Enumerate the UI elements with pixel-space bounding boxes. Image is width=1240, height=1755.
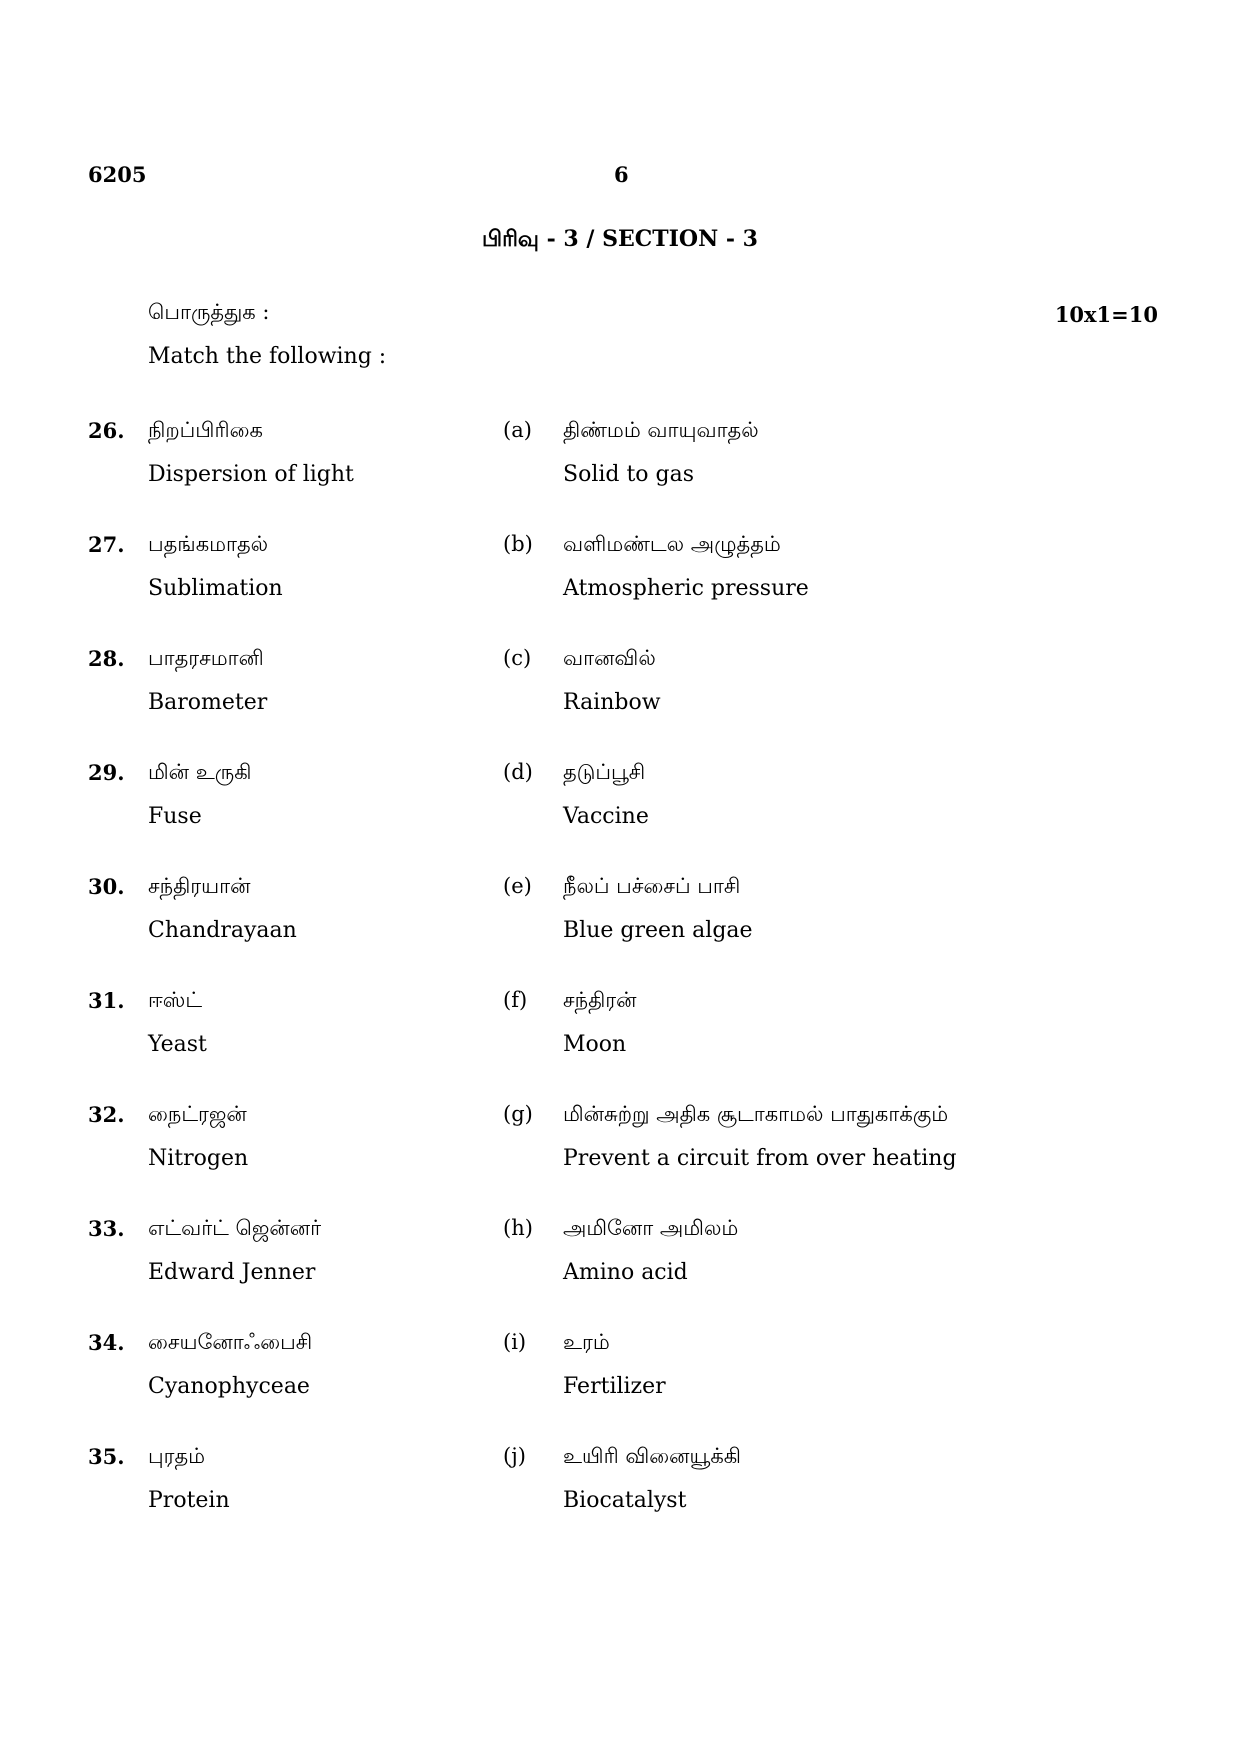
question-number: 31.	[88, 988, 125, 1013]
question-number: 29.	[88, 760, 125, 785]
left-term-tamil: சந்திரயான்	[148, 874, 251, 898]
question-number: 28.	[88, 646, 125, 671]
question-number: 33.	[88, 1216, 125, 1241]
right-term-tamil: வானவில்	[563, 646, 656, 670]
left-term-english: Protein	[148, 1488, 230, 1513]
right-term-english: Amino acid	[563, 1260, 688, 1285]
option-letter: (c)	[503, 646, 532, 670]
left-term-english: Cyanophyceae	[148, 1374, 310, 1399]
right-term-tamil: நீலப் பச்சைப் பாசி	[563, 874, 741, 898]
right-term-english: Solid to gas	[563, 462, 695, 487]
question-row	[0, 532, 1240, 642]
right-term-english: Atmospheric pressure	[563, 576, 809, 601]
right-term-tamil: வளிமண்டல அழுத்தம்	[563, 532, 781, 556]
marks-allocation: 10x1=10	[1054, 302, 1158, 327]
question-number: 32.	[88, 1102, 125, 1127]
section-title: பிரிவு - 3 / SECTION - 3	[482, 226, 758, 252]
right-term-tamil: தடுப்பூசி	[563, 760, 646, 784]
question-number: 27.	[88, 532, 125, 557]
right-term-english: Rainbow	[563, 690, 661, 715]
option-letter: (d)	[503, 760, 533, 784]
option-letter: (h)	[503, 1216, 533, 1240]
right-term-english: Vaccine	[563, 804, 649, 829]
question-number: 30.	[88, 874, 125, 899]
left-term-tamil: மின் உருகி	[148, 760, 252, 784]
left-term-tamil: சையனோஃபைசி	[148, 1330, 313, 1354]
left-term-english: Chandrayaan	[148, 918, 297, 943]
left-term-tamil: புரதம்	[148, 1444, 206, 1468]
right-term-english: Blue green algae	[563, 918, 753, 943]
right-term-english: Fertilizer	[563, 1374, 666, 1399]
option-letter: (j)	[503, 1444, 526, 1468]
question-number: 35.	[88, 1444, 125, 1469]
right-term-english: Biocatalyst	[563, 1488, 687, 1513]
question-row	[0, 646, 1240, 756]
left-term-english: Barometer	[148, 690, 268, 715]
option-letter: (i)	[503, 1330, 527, 1354]
instruction-tamil: பொருத்துக :	[148, 300, 270, 324]
right-term-tamil: உரம்	[563, 1330, 610, 1354]
right-term-english: Moon	[563, 1032, 627, 1057]
option-letter: (f)	[503, 988, 528, 1012]
left-term-tamil: நிறப்பிரிகை	[148, 418, 263, 442]
question-row	[0, 1330, 1240, 1440]
question-row	[0, 418, 1240, 528]
option-letter: (e)	[503, 874, 532, 898]
left-term-english: Dispersion of light	[148, 462, 354, 487]
option-letter: (a)	[503, 418, 532, 442]
right-term-tamil: சந்திரன்	[563, 988, 637, 1012]
question-row	[0, 988, 1240, 1098]
left-term-tamil: பாதரசமானி	[148, 646, 264, 670]
question-number: 26.	[88, 418, 125, 443]
paper-code: 6205	[88, 162, 147, 187]
question-row	[0, 1444, 1240, 1554]
left-term-tamil: ஈஸ்ட்	[148, 988, 203, 1012]
question-row	[0, 1102, 1240, 1212]
option-letter: (b)	[503, 532, 533, 556]
left-term-tamil: எட்வர்ட் ஜென்னர்	[148, 1216, 322, 1240]
question-row	[0, 1216, 1240, 1326]
page-number: 6	[614, 162, 629, 187]
left-term-english: Sublimation	[148, 576, 283, 601]
question-row	[0, 874, 1240, 984]
left-term-tamil: நைட்ரஜன்	[148, 1102, 247, 1126]
left-term-tamil: பதங்கமாதல்	[148, 532, 269, 556]
right-term-tamil: அமினோ அமிலம்	[563, 1216, 739, 1240]
right-term-tamil: மின்சுற்று அதிக சூடாகாமல் பாதுகாக்கும்	[563, 1102, 949, 1126]
right-term-tamil: உயிரி வினையூக்கி	[563, 1444, 741, 1468]
right-term-tamil: திண்மம் வாயுவாதல்	[563, 418, 759, 442]
left-term-english: Yeast	[148, 1032, 207, 1057]
instruction-english: Match the following :	[148, 344, 387, 369]
question-row	[0, 760, 1240, 870]
option-letter: (g)	[503, 1102, 533, 1126]
right-term-english: Prevent a circuit from over heating	[563, 1146, 957, 1171]
left-term-english: Fuse	[148, 804, 202, 829]
left-term-english: Edward Jenner	[148, 1260, 316, 1285]
question-number: 34.	[88, 1330, 125, 1355]
left-term-english: Nitrogen	[148, 1146, 249, 1171]
